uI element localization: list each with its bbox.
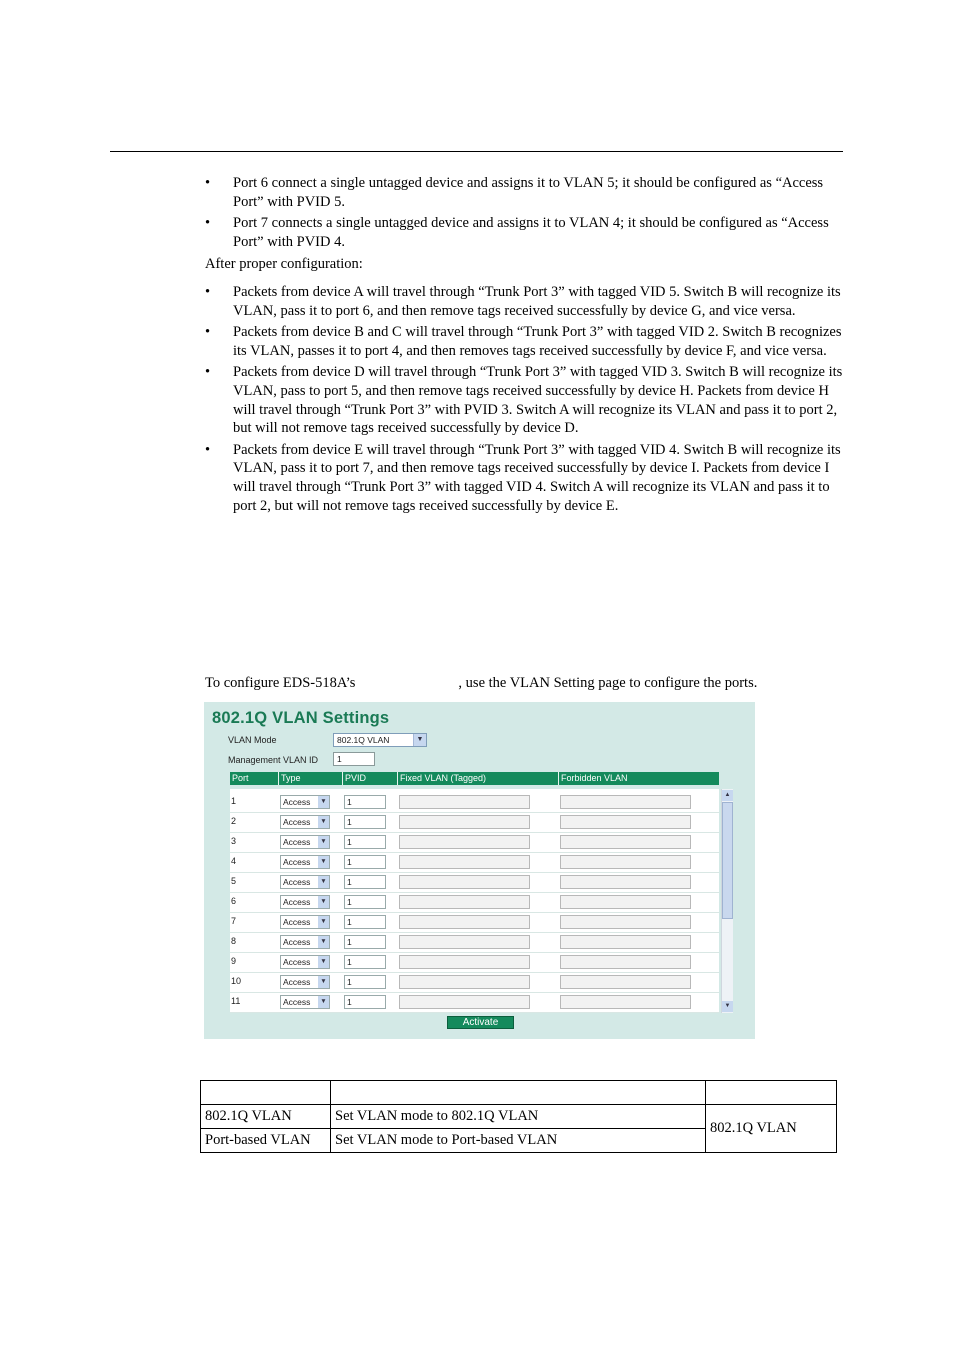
forbidden-vlan-input[interactable] xyxy=(560,995,691,1009)
type-select[interactable]: Access ▼ xyxy=(280,975,330,989)
pvid-input[interactable]: 1 xyxy=(344,955,386,969)
after-config-text: After proper configuration: xyxy=(205,256,363,272)
forbidden-vlan-input[interactable] xyxy=(560,835,691,849)
pvid-input[interactable]: 1 xyxy=(344,855,386,869)
chevron-down-icon[interactable]: ▼ xyxy=(318,816,329,828)
list-item: • Port 7 connects a single untagged device and assigns it to VLAN 4; it should be configured as “Access Port” with PVID 4. xyxy=(205,215,829,250)
forbidden-vlan-input[interactable] xyxy=(560,955,691,969)
chevron-down-icon[interactable]: ▼ xyxy=(318,856,329,868)
configure-text: To configure EDS-518A’s , use the VLAN Setting page to configure the ports. xyxy=(205,675,758,691)
fixed-vlan-input[interactable] xyxy=(399,975,530,989)
bullet-icon: • xyxy=(205,175,211,191)
vlan-mode-description-table xyxy=(200,1080,837,1153)
pvid-input[interactable]: 1 xyxy=(344,995,386,1009)
fixed-vlan-input[interactable] xyxy=(399,835,530,849)
port-number: 7 xyxy=(231,916,237,926)
vlan-mode-value: 802.1Q VLAN xyxy=(337,735,390,745)
port-number: 10 xyxy=(231,976,242,986)
bullet-icon: • xyxy=(205,284,211,300)
column-header-fixed-vlan: Fixed VLAN (Tagged) xyxy=(400,773,487,783)
mgmt-vlan-input[interactable]: 1 xyxy=(333,752,375,766)
table-row xyxy=(230,992,719,1013)
table-row xyxy=(230,972,719,993)
forbidden-vlan-input[interactable] xyxy=(560,855,691,869)
panel-title: 802.1Q VLAN Settings xyxy=(212,709,390,727)
port-table xyxy=(230,789,719,1013)
pvid-input[interactable]: 1 xyxy=(344,895,386,909)
port-number: 5 xyxy=(231,876,237,886)
pvid-input[interactable]: 1 xyxy=(344,815,386,829)
scrollbar-thumb[interactable] xyxy=(722,802,733,919)
forbidden-vlan-input[interactable] xyxy=(560,875,691,889)
header-rule xyxy=(110,151,843,152)
chevron-down-icon[interactable]: ▼ xyxy=(318,796,329,808)
bullet-list-results xyxy=(205,283,845,518)
type-select[interactable]: Access ▼ xyxy=(280,935,330,949)
forbidden-vlan-input[interactable] xyxy=(560,915,691,929)
activate-button[interactable]: Activate xyxy=(447,1016,514,1029)
fixed-vlan-input[interactable] xyxy=(399,875,530,889)
fixed-vlan-input[interactable] xyxy=(399,915,530,929)
chevron-down-icon[interactable]: ▼ xyxy=(318,936,329,948)
pvid-input[interactable]: 1 xyxy=(344,795,386,809)
forbidden-vlan-input[interactable] xyxy=(560,895,691,909)
forbidden-vlan-input[interactable] xyxy=(560,795,691,809)
chevron-down-icon[interactable]: ▼ xyxy=(318,916,329,928)
table-row xyxy=(230,932,719,953)
bullet-icon: • xyxy=(205,324,211,341)
chevron-down-icon[interactable]: ▼ xyxy=(318,876,329,888)
port-number: 1 xyxy=(231,796,237,806)
port-number: 3 xyxy=(231,836,237,846)
pvid-input[interactable]: 1 xyxy=(344,935,386,949)
table-row xyxy=(230,812,719,833)
chevron-down-icon[interactable]: ▼ xyxy=(318,836,329,848)
table-row xyxy=(201,1105,837,1129)
description-cell: Set VLAN mode to Port-based VLAN xyxy=(331,1129,706,1153)
bullet-icon: • xyxy=(205,215,211,232)
column-header-port: Port xyxy=(232,773,249,783)
description-cell: Set VLAN mode to 802.1Q VLAN xyxy=(331,1105,706,1129)
table-row xyxy=(230,872,719,893)
port-number: 9 xyxy=(231,956,237,966)
fixed-vlan-input[interactable] xyxy=(399,855,530,869)
default-cell: 802.1Q VLAN xyxy=(706,1105,837,1153)
setting-cell: Port-based VLAN xyxy=(201,1129,331,1153)
forbidden-vlan-input[interactable] xyxy=(560,975,691,989)
fixed-vlan-input[interactable] xyxy=(399,815,530,829)
fixed-vlan-input[interactable] xyxy=(399,935,530,949)
list-item: • Packets from device D will travel through “Trunk Port 3” with tagged VID 3. Switch B will recognize its VLAN, pass to port 5, and then remove tags received successfully by device H. Packets from device H will travel through “Trunk Port 3” with PVID 3. Switch A will recognize its VLAN and pass it to port 2, but will not remove tags received successfully by device D. xyxy=(205,364,843,437)
pvid-input[interactable]: 1 xyxy=(344,875,386,889)
column-header-type: Type xyxy=(281,773,301,783)
fixed-vlan-input[interactable] xyxy=(399,955,530,969)
fixed-vlan-input[interactable] xyxy=(399,795,530,809)
chevron-down-icon[interactable]: ▼ xyxy=(318,996,329,1008)
bullet-icon: • xyxy=(205,441,211,458)
type-select[interactable]: Access ▼ xyxy=(280,855,330,869)
vlan-mode-select[interactable] xyxy=(333,733,427,747)
bullet-list-ports xyxy=(205,174,845,254)
mgmt-vlan-label: Management VLAN ID xyxy=(228,755,319,765)
type-select[interactable]: Access ▼ xyxy=(280,875,330,889)
port-number: 11 xyxy=(231,996,241,1006)
table-row xyxy=(230,952,719,973)
scroll-down-icon[interactable]: ▼ xyxy=(722,1001,733,1012)
column-header-forbidden-vlan: Forbidden VLAN xyxy=(561,773,628,783)
fixed-vlan-input[interactable] xyxy=(399,995,530,1009)
type-select[interactable]: Access ▼ xyxy=(280,835,330,849)
type-select[interactable]: Access ▼ xyxy=(280,815,330,829)
pvid-input[interactable]: 1 xyxy=(344,975,386,989)
table-header xyxy=(230,772,719,785)
vlan-settings-panel xyxy=(204,702,755,1039)
forbidden-vlan-input[interactable] xyxy=(560,815,691,829)
table-row xyxy=(230,852,719,873)
type-select[interactable]: Access ▼ xyxy=(280,995,330,1009)
type-select[interactable]: Access ▼ xyxy=(280,915,330,929)
forbidden-vlan-input[interactable] xyxy=(560,935,691,949)
bullet-icon: • xyxy=(205,364,211,381)
column-header-pvid: PVID xyxy=(345,773,367,783)
list-item: • Packets from device A will travel through “Trunk Port 3” with tagged VID 5. Switch B will recognize its VLAN, pass it to port 6, and then remove tags received successfully by device G, and vice versa. xyxy=(205,284,841,319)
table-scrollbar[interactable] xyxy=(721,789,733,1013)
list-item: • Port 6 connect a single untagged device and assigns it to VLAN 5; it should be configured as “Access Port” with PVID 5. xyxy=(205,175,824,210)
table-row xyxy=(230,912,719,933)
port-number: 2 xyxy=(231,816,237,826)
port-number: 8 xyxy=(231,936,237,946)
chevron-down-icon[interactable]: ▼ xyxy=(413,734,426,746)
chevron-down-icon[interactable]: ▼ xyxy=(318,956,329,968)
port-number: 6 xyxy=(231,896,237,906)
pvid-input[interactable]: 1 xyxy=(344,835,386,849)
chevron-down-icon[interactable]: ▼ xyxy=(318,896,329,908)
table-row xyxy=(230,792,719,813)
setting-cell: 802.1Q VLAN xyxy=(201,1105,331,1129)
vlan-mode-label: VLAN Mode xyxy=(228,735,277,745)
list-item: • Packets from device B and C will travel through “Trunk Port 3” with tagged VID 2. Switch B recognizes its VLAN, passes it to port 4, and then removes tags received successfully by device F, and vice versa. xyxy=(205,324,842,359)
type-select[interactable]: Access ▼ xyxy=(280,955,330,969)
table-header-row xyxy=(201,1081,837,1105)
pvid-input[interactable]: 1 xyxy=(344,915,386,929)
fixed-vlan-input[interactable] xyxy=(399,895,530,909)
scroll-up-icon[interactable]: ▲ xyxy=(722,790,733,801)
list-item: • Packets from device E will travel through “Trunk Port 3” with tagged VID 4. Switch B will recognize its VLAN, pass it to port 7, and then remove tags received successfully by device I. Packets from device I will travel through “Trunk Port 3” with tagged VID 4. Switch A will recognize its VLAN and pass it to port 2, but will not remove tags received successfully by device E. xyxy=(205,441,841,514)
table-row xyxy=(230,832,719,853)
port-number: 4 xyxy=(231,856,237,866)
type-select[interactable]: Access ▼ xyxy=(280,895,330,909)
type-select[interactable]: Access ▼ xyxy=(280,795,330,809)
chevron-down-icon[interactable]: ▼ xyxy=(318,976,329,988)
table-row xyxy=(230,892,719,913)
